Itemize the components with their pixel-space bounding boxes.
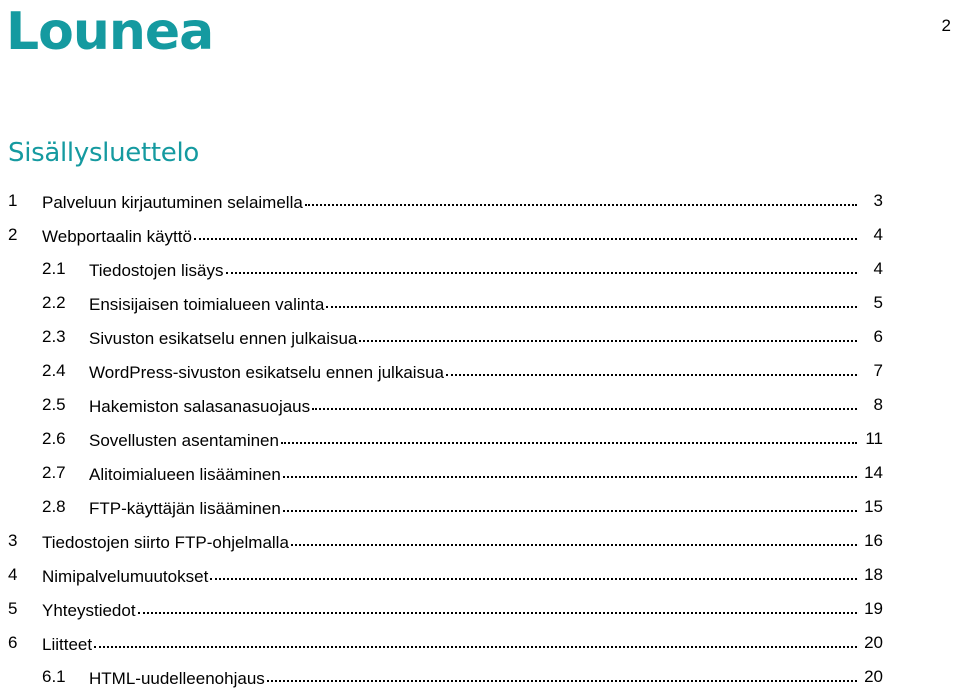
toc-entry-page[interactable]: 14 bbox=[864, 463, 883, 482]
toc-dot-leader bbox=[281, 425, 857, 444]
toc-dot-leader bbox=[446, 357, 857, 376]
toc-entry-page[interactable]: 4 bbox=[873, 225, 883, 244]
toc-entry[interactable] bbox=[0, 524, 959, 558]
toc-entry-title[interactable]: Webportaalin käyttö bbox=[42, 227, 192, 246]
toc-entry-number: 2.1 bbox=[42, 259, 66, 278]
toc-entry[interactable] bbox=[0, 354, 959, 388]
toc-entry-line bbox=[89, 359, 861, 383]
toc-entry-title[interactable]: Alitoimialueen lisääminen bbox=[89, 465, 281, 484]
toc-entry[interactable] bbox=[0, 558, 959, 592]
toc-entry[interactable] bbox=[0, 388, 959, 422]
toc-entry-line bbox=[89, 461, 861, 485]
toc-entry-line bbox=[89, 257, 861, 281]
toc-entry-line bbox=[89, 393, 861, 417]
toc-entry-page[interactable]: 16 bbox=[864, 531, 883, 550]
toc-dot-leader bbox=[326, 289, 857, 308]
toc-entry-number: 2.4 bbox=[42, 361, 66, 380]
toc-entry[interactable] bbox=[0, 218, 959, 252]
toc-entry-number: 3 bbox=[8, 531, 18, 550]
toc-entry-number: 2.6 bbox=[42, 429, 66, 448]
toc-entry-number: 2 bbox=[8, 225, 18, 244]
toc-entry[interactable] bbox=[0, 626, 959, 660]
toc-heading: Sisällysluettelo bbox=[8, 138, 199, 168]
toc-dot-leader bbox=[194, 221, 857, 240]
toc-entry-line bbox=[42, 529, 861, 553]
toc-entry-page[interactable]: 3 bbox=[873, 191, 883, 210]
toc-entry[interactable] bbox=[0, 286, 959, 320]
toc-entry[interactable] bbox=[0, 252, 959, 286]
toc-entry-line bbox=[42, 631, 861, 655]
toc-entry-title[interactable]: HTML-uudelleenohjaus bbox=[89, 669, 265, 688]
toc-entry-title[interactable]: Tiedostojen lisäys bbox=[89, 261, 224, 280]
table-of-contents bbox=[0, 184, 959, 690]
toc-entry-number: 5 bbox=[8, 599, 18, 618]
toc-dot-leader bbox=[305, 187, 857, 206]
toc-dot-leader bbox=[359, 323, 857, 342]
toc-entry-line bbox=[89, 665, 861, 689]
toc-entry-line bbox=[42, 189, 861, 213]
toc-entry-number: 6.1 bbox=[42, 667, 66, 686]
toc-entry-title[interactable]: Palveluun kirjautuminen selaimella bbox=[42, 193, 303, 212]
page-number: 2 bbox=[941, 16, 951, 35]
toc-entry[interactable] bbox=[0, 660, 959, 690]
toc-dot-leader bbox=[283, 493, 857, 512]
toc-dot-leader bbox=[210, 561, 857, 580]
toc-entry-title[interactable]: Ensisijaisen toimialueen valinta bbox=[89, 295, 325, 314]
toc-dot-leader bbox=[226, 255, 858, 274]
logo-text: Lounea bbox=[6, 2, 214, 62]
toc-entry[interactable] bbox=[0, 592, 959, 626]
toc-entry-line bbox=[89, 427, 861, 451]
toc-dot-leader bbox=[283, 459, 857, 478]
toc-entry[interactable] bbox=[0, 456, 959, 490]
toc-entry-number: 2.2 bbox=[42, 293, 66, 312]
toc-entry-page[interactable]: 4 bbox=[873, 259, 883, 278]
toc-dot-leader bbox=[312, 391, 857, 410]
toc-entry-line bbox=[42, 223, 861, 247]
toc-entry-page[interactable]: 15 bbox=[864, 497, 883, 516]
toc-entry-number: 1 bbox=[8, 191, 18, 210]
toc-entry-page[interactable]: 20 bbox=[864, 667, 883, 686]
toc-entry-line bbox=[89, 291, 861, 315]
toc-entry-line bbox=[89, 325, 861, 349]
toc-entry-title[interactable]: Sivuston esikatselu ennen julkaisua bbox=[89, 329, 358, 348]
toc-entry-title[interactable]: Yhteystiedot bbox=[42, 601, 136, 620]
toc-entry-title[interactable]: WordPress-sivuston esikatselu ennen julkaisua bbox=[89, 363, 444, 382]
toc-entry[interactable] bbox=[0, 422, 959, 456]
toc-entry-page[interactable]: 18 bbox=[864, 565, 883, 584]
toc-dot-leader bbox=[291, 527, 857, 546]
toc-entry-number: 2.8 bbox=[42, 497, 66, 516]
toc-entry-number: 2.5 bbox=[42, 395, 66, 414]
toc-dot-leader bbox=[267, 663, 857, 682]
toc-entry-page[interactable]: 19 bbox=[864, 599, 883, 618]
toc-entry-page[interactable]: 7 bbox=[873, 361, 883, 380]
toc-entry-title[interactable]: Sovellusten asentaminen bbox=[89, 431, 279, 450]
toc-entry-line bbox=[89, 495, 861, 519]
toc-dot-leader bbox=[94, 629, 857, 648]
toc-entry-title[interactable]: Liitteet bbox=[42, 635, 93, 654]
toc-entry-title[interactable]: Nimipalvelumuutokset bbox=[42, 567, 209, 586]
toc-entry-title[interactable]: Hakemiston salasanasuojaus bbox=[89, 397, 311, 416]
toc-entry-page[interactable]: 5 bbox=[873, 293, 883, 312]
toc-entry-title[interactable]: FTP-käyttäjän lisääminen bbox=[89, 499, 281, 518]
toc-entry-number: 2.7 bbox=[42, 463, 66, 482]
toc-entry[interactable] bbox=[0, 490, 959, 524]
toc-entry-page[interactable]: 20 bbox=[864, 633, 883, 652]
toc-entry-title[interactable]: Tiedostojen siirto FTP-ohjelmalla bbox=[42, 533, 289, 552]
toc-entry-number: 4 bbox=[8, 565, 18, 584]
toc-entry-line bbox=[42, 563, 861, 587]
toc-entry[interactable] bbox=[0, 184, 959, 218]
toc-entry-page[interactable]: 6 bbox=[873, 327, 883, 346]
toc-dot-leader bbox=[138, 595, 857, 614]
toc-entry-page[interactable]: 11 bbox=[865, 429, 883, 448]
lounea-logo bbox=[6, 0, 213, 64]
toc-entry-number: 2.3 bbox=[42, 327, 66, 346]
toc-entry-page[interactable]: 8 bbox=[873, 395, 883, 414]
toc-entry[interactable] bbox=[0, 320, 959, 354]
toc-entry-line bbox=[42, 597, 861, 621]
toc-entry-number: 6 bbox=[8, 633, 18, 652]
